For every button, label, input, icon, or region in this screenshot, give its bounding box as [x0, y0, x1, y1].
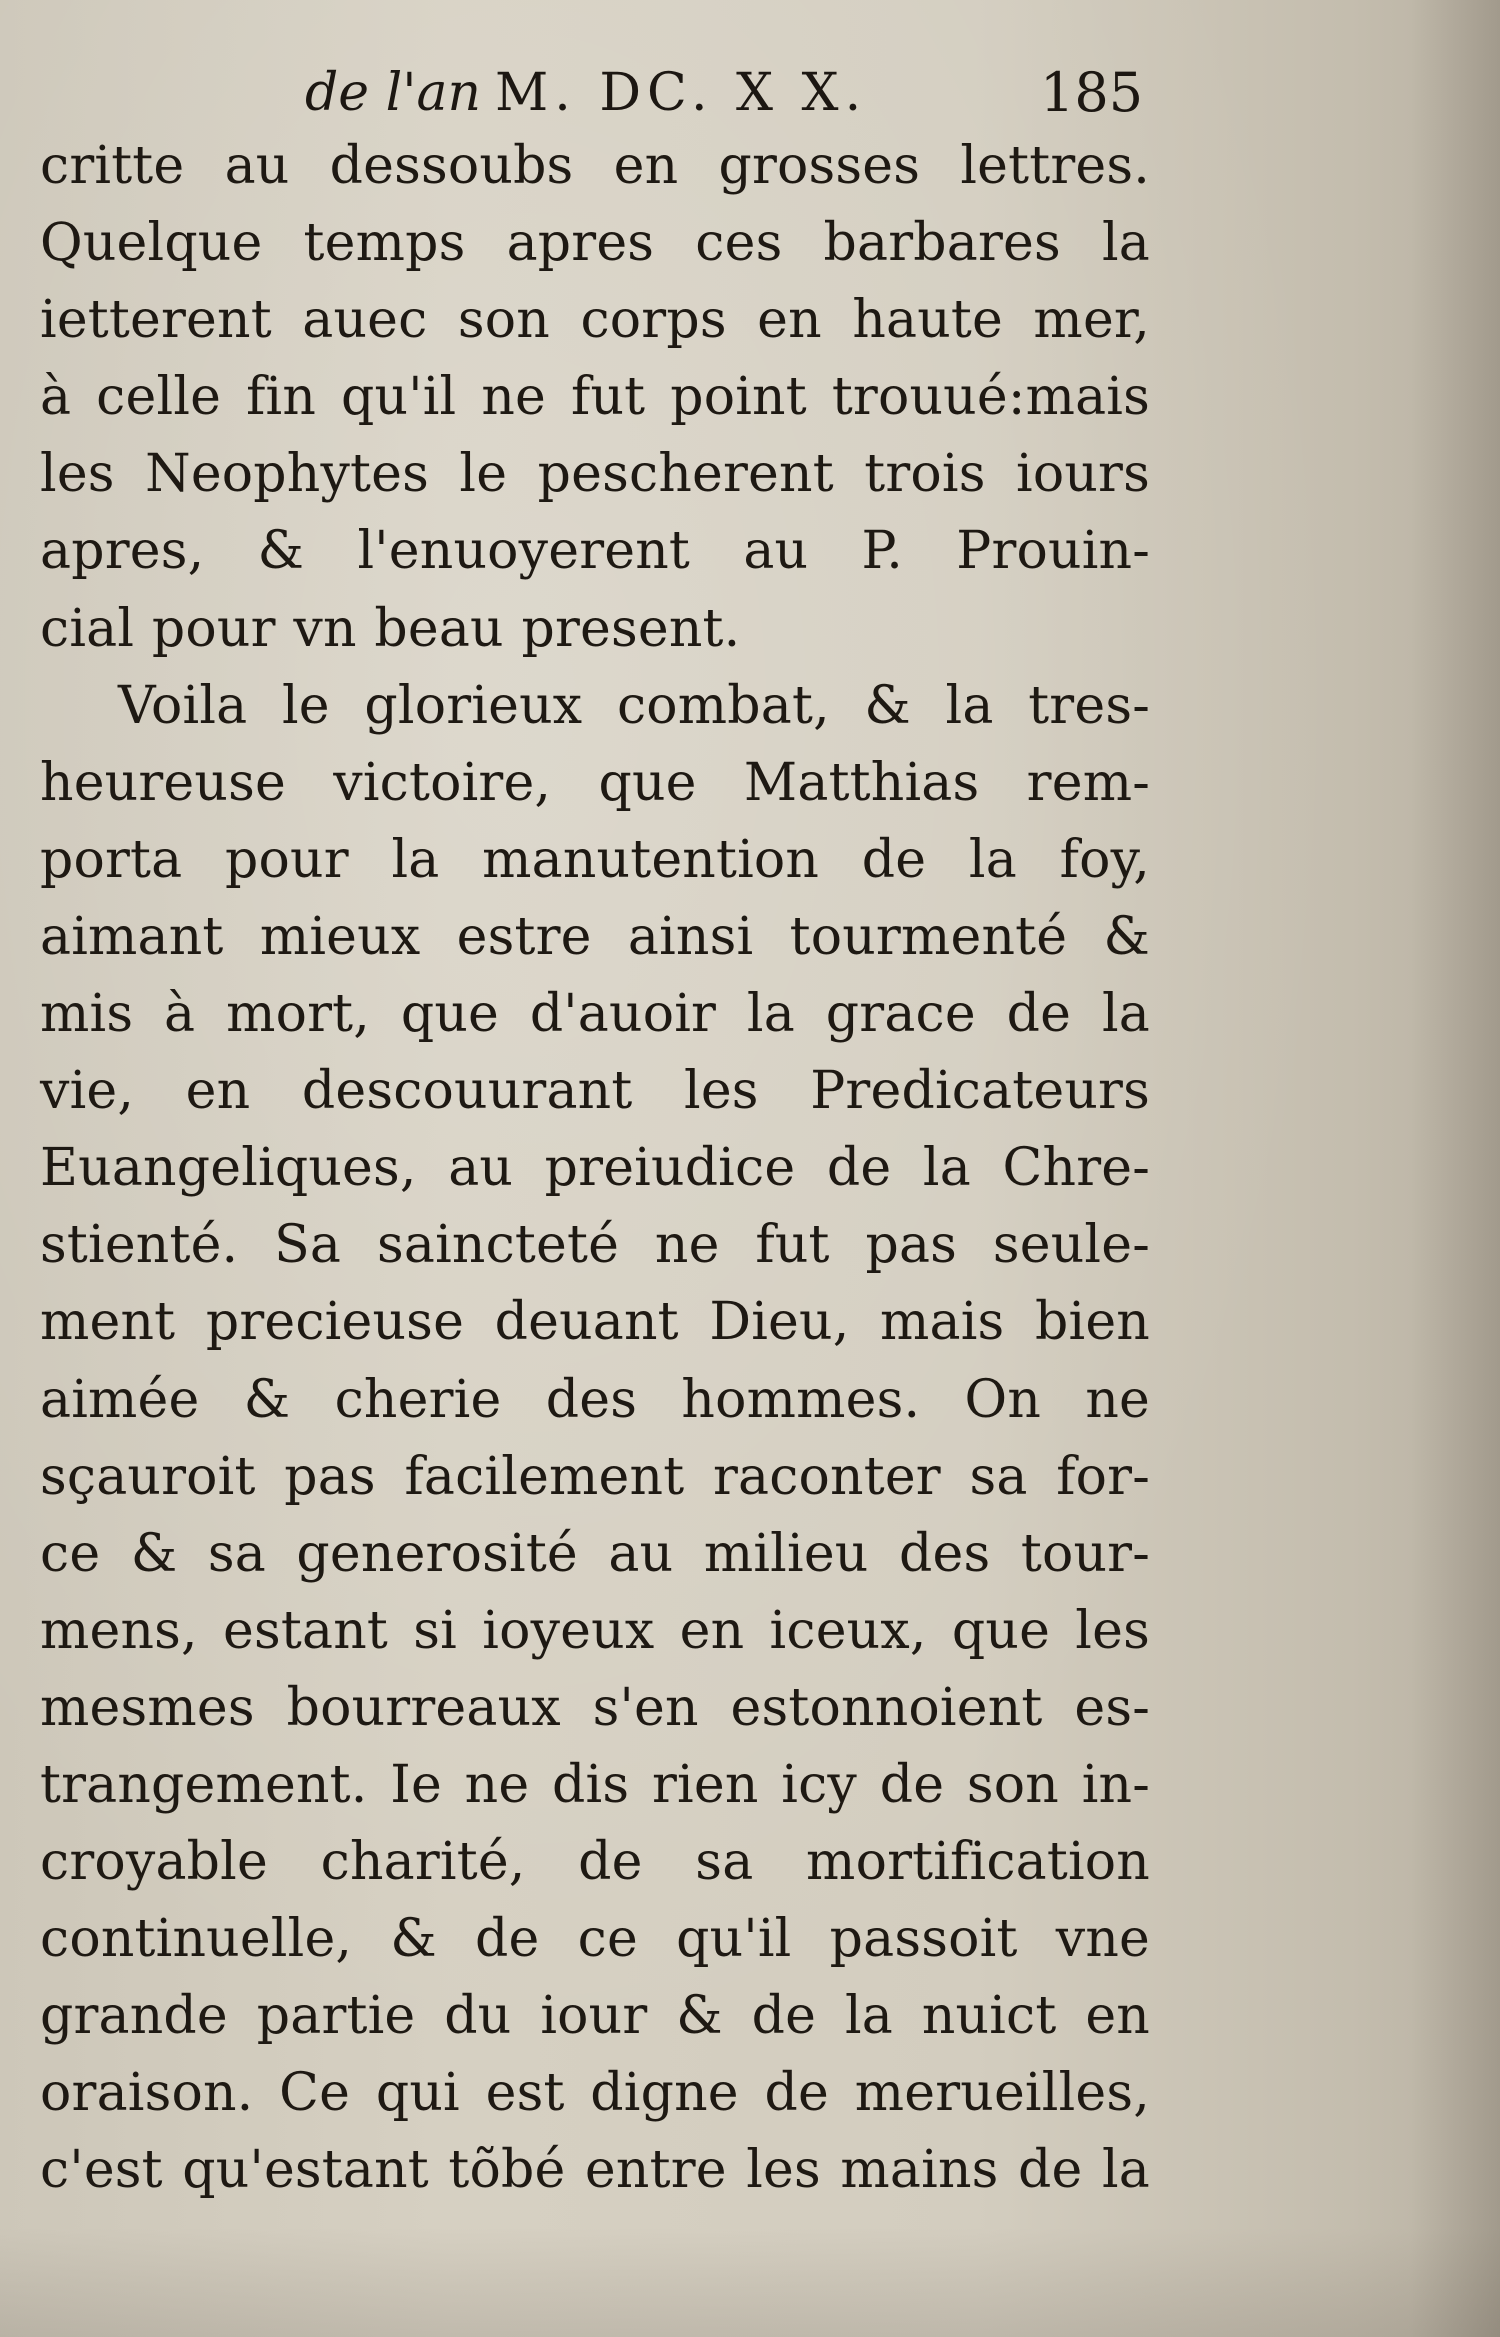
body-text: [40, 128, 1150, 2210]
text-line: vie, en descouurant les Predicateurs: [40, 1061, 1150, 1122]
text-line: Euangeliques, au preiudice de la Chre-: [40, 1138, 1150, 1199]
text-line: ietterent auec son corps en haute mer,: [40, 290, 1150, 351]
text-line: Voila le glorieux combat, & la tres-: [118, 675, 1150, 736]
text-line: mesmes bourreaux s'en estonnoient es-: [40, 1677, 1150, 1738]
text-line: trangement. Ie ne dis rien icy de son in-: [40, 1754, 1150, 1815]
text-line: croyable charité, de sa mortification: [40, 1832, 1150, 1893]
text-line: critte au dessoubs en grosses lettres.: [40, 136, 1150, 196]
text-line: cial pour vn beau present.: [40, 598, 741, 659]
text-line: c'est qu'estant tõbé entre les mains de la: [40, 2140, 1150, 2201]
text-line: les Neophytes le pescherent trois iours: [40, 444, 1150, 505]
text-line: grande partie du iour & de la nuict en: [40, 1986, 1150, 2047]
text-line: sçauroit pas facilement raconter sa for-: [40, 1446, 1150, 1507]
text-line: aimant mieux estre ainsi tourmenté &: [40, 906, 1150, 967]
text-line: continuelle, & de ce qu'il passoit vne: [40, 1909, 1150, 1970]
text-line: aimée & cherie des hommes. On ne: [40, 1369, 1150, 1430]
running-head-year: M. DC. X X.: [495, 63, 868, 123]
text-line: porta pour la manutention de la foy,: [40, 829, 1150, 890]
text-line: mis à mort, que d'auoir la grace de la: [40, 984, 1150, 1045]
text-line: Quelque temps apres ces barbares la: [40, 213, 1150, 274]
text-line: heureuse victoire, que Matthias rem-: [40, 752, 1150, 813]
text-line: ce & sa generosité au milieu des tour-: [40, 1523, 1150, 1584]
text-line: apres, & l'enuoyerent au P. Prouin-: [40, 521, 1150, 582]
page-header: [0, 58, 1500, 128]
page-number: 185: [1040, 61, 1144, 124]
text-line: oraison. Ce qui est digne de merueilles,: [40, 2063, 1150, 2124]
running-head: [305, 58, 867, 128]
running-head-italic: de l'an: [305, 63, 482, 123]
page-edge-shadow: [1410, 0, 1500, 2337]
text-line: stienté. Sa saincteté ne fut pas seule-: [40, 1215, 1150, 1276]
text-line: mens, estant si ioyeux en iceux, que les: [40, 1600, 1150, 1661]
text-line: ment precieuse deuant Dieu, mais bien: [40, 1292, 1150, 1353]
text-line: à celle fin qu'il ne fut point trouué:mais: [40, 367, 1150, 428]
page-bottom-shadow: [0, 2227, 1500, 2337]
